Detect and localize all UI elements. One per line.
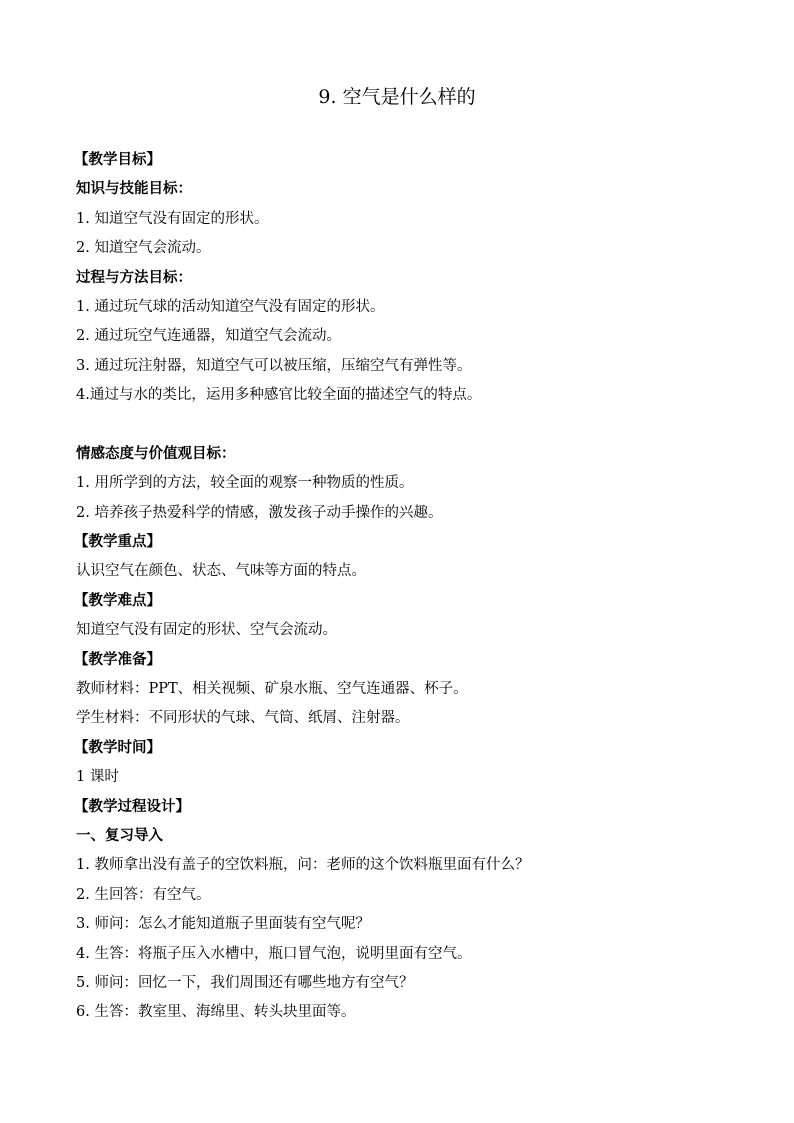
review-item-6: 6. 生答：教室里、海绵里、转头块里面等。: [76, 1004, 356, 1021]
preparation-teacher: 教师材料：PPT、相关视频、矿泉水瓶、空气连通器、杯子。: [76, 681, 468, 698]
design-heading: 【教学过程设计】: [74, 798, 190, 815]
emotion-heading: 情感态度与价值观目标：: [76, 445, 236, 462]
blank-line: [76, 411, 736, 440]
difficulty-heading: 【教学难点】: [74, 592, 161, 609]
goals-heading: 【教学目标】: [74, 152, 161, 168]
time-heading: 【教学时间】: [74, 739, 161, 756]
process-heading: 过程与方法目标：: [76, 269, 192, 286]
preparation-heading: 【教学准备】: [74, 651, 161, 668]
review-heading: 一、复习导入: [76, 827, 163, 844]
difficulty-text: 知道空气没有固定的形状、空气会流动。: [76, 622, 337, 639]
process-item-3: 3. 通过玩注射器，知道空气可以被压缩，压缩空气有弹性等。: [76, 357, 472, 374]
knowledge-item-1: 1. 知道空气没有固定的形状。: [76, 210, 269, 227]
review-item-5: 5. 师问：回忆一下，我们周围还有哪些地方有空气？: [76, 974, 414, 991]
emotion-item-2: 2. 培养孩子热爱科学的情感，激发孩子动手操作的兴趣。: [76, 504, 443, 521]
process-item-2: 2. 通过玩空气连通器，知道空气会流动。: [76, 328, 341, 345]
key-points-text: 认识空气在颜色、状态、气味等方面的特点。: [76, 563, 366, 580]
knowledge-heading: 知识与技能目标：: [76, 181, 192, 198]
review-item-3: 3. 师问：怎么才能知道瓶子里面装有空气呢？: [76, 916, 370, 933]
preparation-student: 学生材料：不同形状的气球、气筒、纸屑、注射器。: [76, 710, 410, 727]
process-item-4: 4.通过与水的类比，运用多种感官比较全面的描述空气的特点。: [76, 387, 482, 404]
page-title: 9. 空气是什么样的: [318, 86, 476, 108]
review-item-4: 4. 生答：将瓶子压入水槽中，瓶口冒气泡，说明里面有空气。: [76, 945, 472, 962]
emotion-item-1: 1. 用所学到的方法，较全面的观察一种物质的性质。: [76, 475, 414, 492]
document-body: [76, 146, 736, 1028]
key-points-heading: 【教学重点】: [74, 534, 161, 551]
review-item-1: 1. 教师拿出没有盖子的空饮料瓶，问：老师的这个饮料瓶里面有什么？: [76, 857, 530, 874]
process-item-1: 1. 通过玩气球的活动知道空气没有固定的形状。: [76, 298, 385, 315]
time-text: 1 课时: [76, 769, 119, 786]
knowledge-item-2: 2. 知道空气会流动。: [76, 240, 211, 257]
review-item-2: 2. 生回答：有空气。: [76, 886, 211, 903]
